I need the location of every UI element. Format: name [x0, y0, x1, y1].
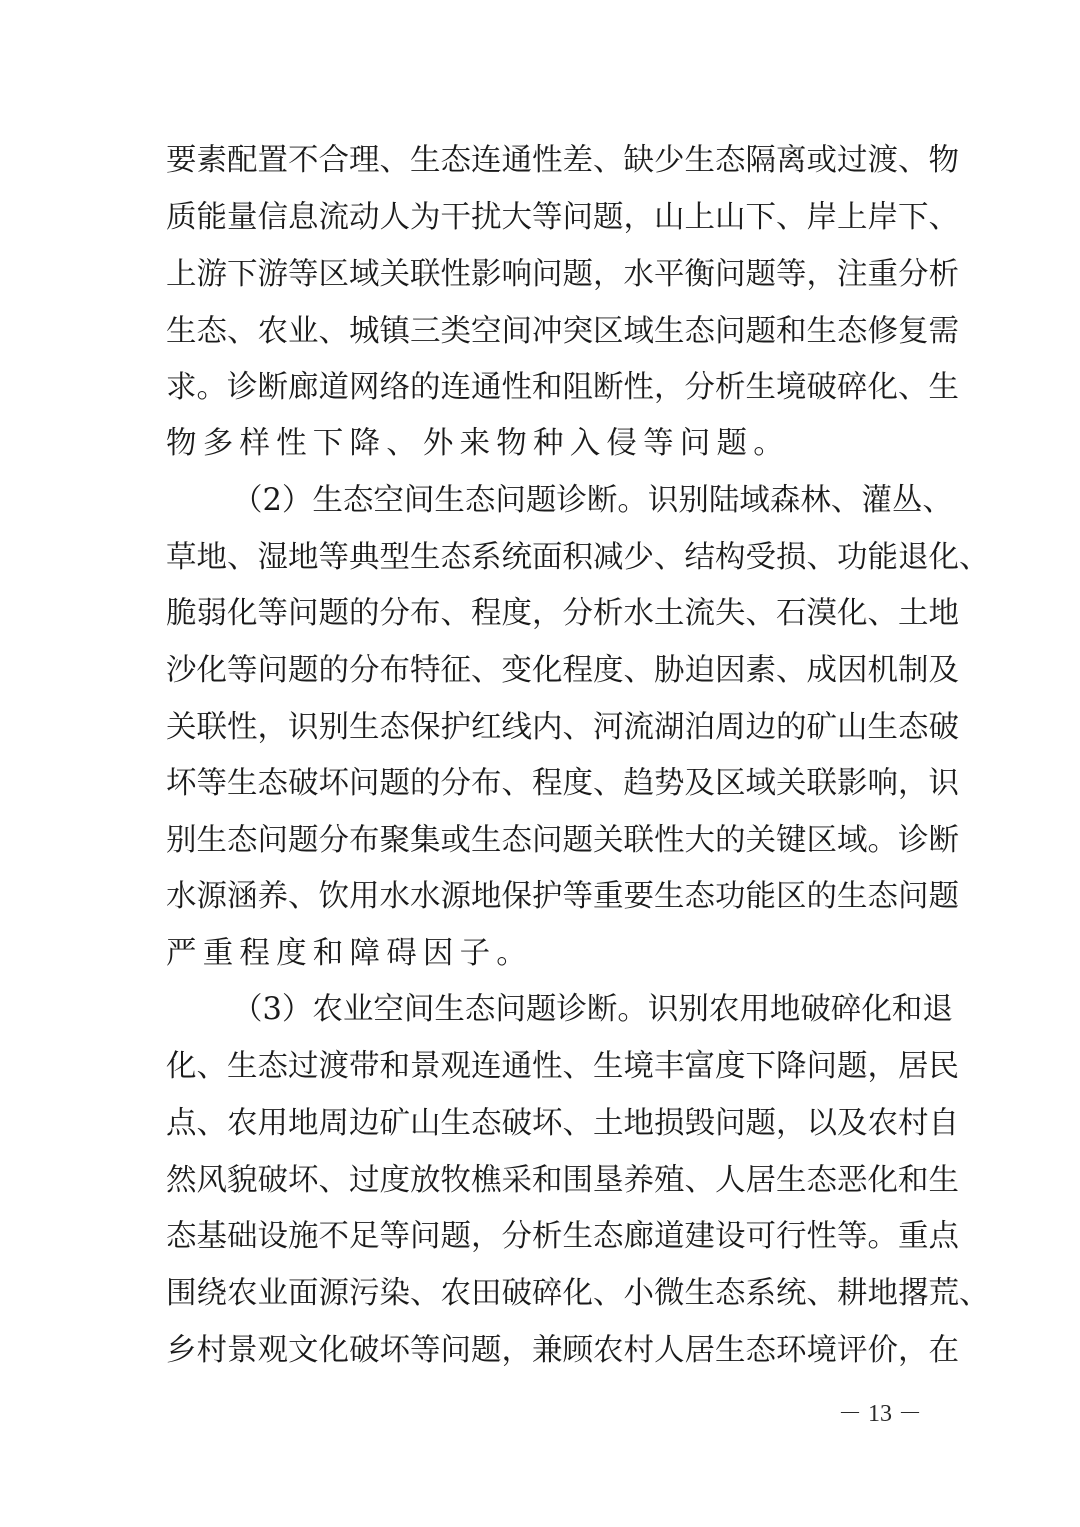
paragraph-line: 脆弱化等问题的分布、程度，分析水土流失、石漠化、土地: [166, 596, 959, 631]
paragraph-line: 围绕农业面源污染、农田破碎化、小微生态系统、耕地撂荒、: [166, 1276, 990, 1311]
paragraph-line: 别生态问题分布聚集或生态问题关联性大的关键区域。诊断: [166, 823, 959, 858]
paragraph-line: 坏等生态破坏问题的分布、程度、趋势及区域关联影响，识: [166, 766, 959, 801]
paragraph-line: 物多样性下降、外来物种入侵等问题。: [166, 426, 790, 461]
paragraph-line: 化、生态过渡带和景观连通性、生境丰富度下降问题，居民: [166, 1049, 959, 1084]
paragraph-line: 要素配置不合理、生态连通性差、缺少生态隔离或过渡、物: [166, 143, 959, 178]
paragraph-line: 态基础设施不足等问题，分析生态廊道建设可行性等。重点: [166, 1219, 959, 1254]
paragraph-line: （2）生态空间生态问题诊断。识别陆域森林、灌丛、: [232, 483, 953, 518]
paragraph-line: 沙化等问题的分布特征、变化程度、胁迫因素、成因机制及: [166, 653, 959, 688]
paragraph-line: （3）农业空间生态问题诊断。识别农用地破碎化和退: [232, 992, 953, 1027]
page-number: － 13 －: [838, 1401, 922, 1427]
paragraph-line: 质能量信息流动人为干扰大等问题，山上山下、岸上岸下、: [166, 200, 959, 235]
paragraph-line: 草地、湿地等典型生态系统面积减少、结构受损、功能退化、: [166, 540, 990, 575]
paragraph-line: 点、农用地周边矿山生态破坏、土地损毁问题，以及农村自: [166, 1106, 959, 1141]
paragraph-line: 求。诊断廊道网络的连通性和阻断性，分析生境破碎化、生: [166, 370, 959, 405]
paragraph-line: 上游下游等区域关联性影响问题，水平衡问题等，注重分析: [166, 257, 959, 292]
paragraph-line: 关联性，识别生态保护红线内、河流湖泊周边的矿山生态破: [166, 710, 959, 745]
paragraph-line: 然风貌破坏、过度放牧樵采和围垦养殖、人居生态恶化和生: [166, 1163, 959, 1198]
paragraph-line: 严重程度和障碍因子。: [166, 936, 533, 971]
paragraph-line: 生态、农业、城镇三类空间冲突区域生态问题和生态修复需: [166, 314, 959, 349]
paragraph-line: 水源涵养、饮用水水源地保护等重要生态功能区的生态问题: [166, 879, 959, 914]
paragraph-line: 乡村景观文化破坏等问题，兼顾农村人居生态环境评价，在: [166, 1333, 959, 1368]
